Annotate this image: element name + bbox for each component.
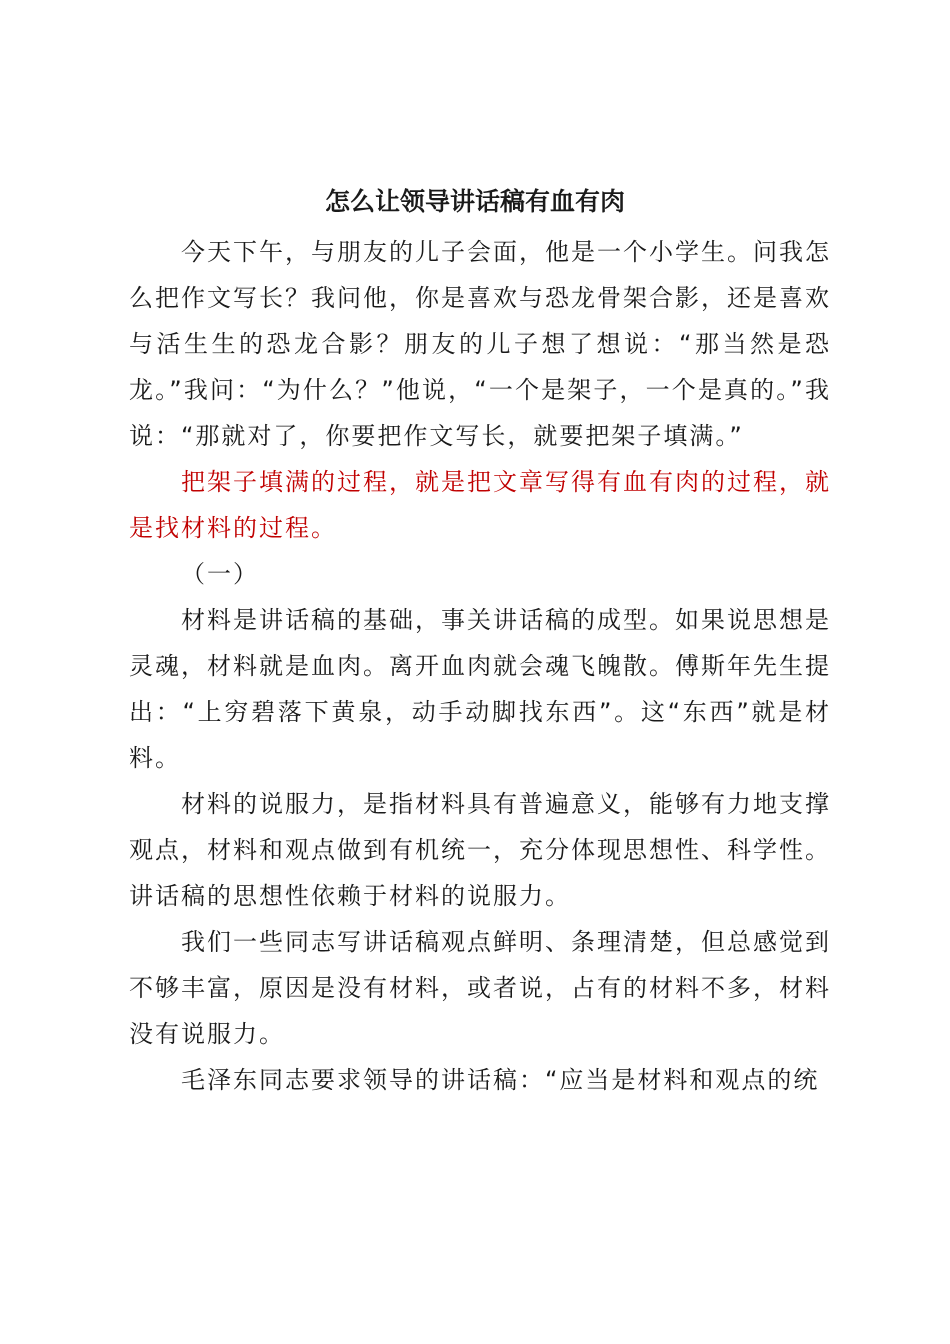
paragraph-lack-of-material: 我们一些同志写讲话稿观点鲜明、条理清楚，但总感觉到不够丰富，原因是没有材料，或者说，占有的材料不多，材料没有说服力。	[129, 928, 831, 1048]
paragraph-mao-quote: 毛泽东同志要求领导的讲话稿：“应当是材料和观点的统	[181, 1066, 820, 1094]
paragraph-material-foundation: 材料是讲话稿的基础，事关讲话稿的成型。如果说思想是灵魂，材料就是血肉。离开血肉就会魂飞魄散。傅斯年先生提出：“上穷碧落下黄泉，动手动脚找东西”。这“东西”就是材料。	[129, 606, 831, 772]
paragraph-intro-story: 今天下午，与朋友的儿子会面，他是一个小学生。问我怎么把作文写长？我问他，你是喜欢与恐龙骨架合影，还是喜欢与活生生的恐龙合影？朋友的儿子想了想说：“那当然是恐龙。”我问：“为什么？”他说，“一个是架子，一个是真的。”我说：“那就对了，你要把作文写长，就要把架子填满。”	[129, 238, 831, 450]
section-heading-one: （一）	[181, 560, 259, 588]
paragraph-highlighted-thesis: 把架子填满的过程，就是把文章写得有血有肉的过程，就是找材料的过程。	[129, 468, 831, 542]
paragraph-material-persuasiveness: 材料的说服力，是指材料具有普遍意义，能够有力地支撑观点，材料和观点做到有机统一，充分体现思想性、科学性。讲话稿的思想性依赖于材料的说服力。	[129, 790, 831, 910]
document-body	[129, 229, 831, 1103]
document-title: 怎么让领导讲话稿有血有肉	[324, 187, 625, 216]
